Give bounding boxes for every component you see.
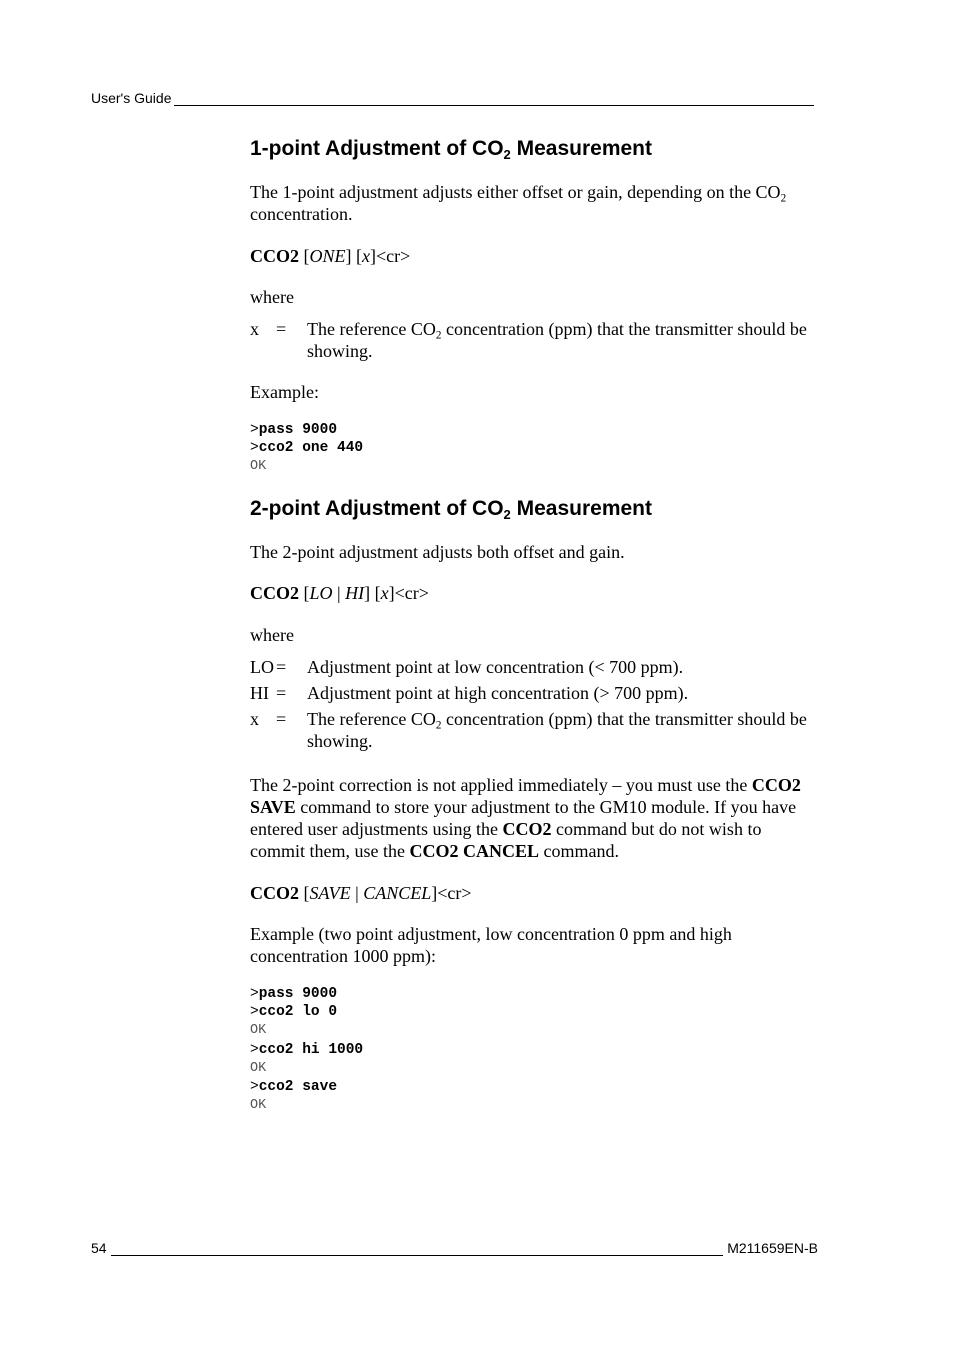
code-line: >cco2 hi 1000 bbox=[250, 1041, 364, 1058]
document-id: M211659EN-B bbox=[727, 1240, 818, 1256]
section2-syntax-save: CCO2 [SAVE | CANCEL]<cr> bbox=[250, 883, 472, 903]
code-line: >pass 9000 bbox=[250, 986, 338, 1002]
page-header bbox=[91, 90, 814, 106]
section1-title: 1-point Adjustment of $CO_2$ Measurement bbox=[250, 137, 652, 162]
code-line: >cco2 lo 0 bbox=[250, 1004, 338, 1021]
section2-code-block bbox=[250, 985, 363, 1115]
section1-def-x: x = The reference $CO_2$ concentration (ppm) that the transmitter should be showing. bbox=[250, 319, 807, 361]
section1-example-label: Example: bbox=[250, 382, 319, 402]
section2-def-hi: HI = Adjustment point at high concentration (> 700 ppm). bbox=[250, 683, 689, 703]
header-rule bbox=[174, 90, 814, 106]
page-number: 54 bbox=[91, 1240, 107, 1256]
section1-syntax: CCO2 [ONE] [x]<cr> bbox=[250, 246, 411, 266]
section2-title: 2-point Adjustment of $CO_2$ Measurement bbox=[250, 497, 652, 522]
section2-where: where bbox=[250, 625, 294, 645]
page-footer bbox=[91, 1240, 818, 1256]
section1-intro: The 1-point adjustment adjusts either offset or gain, depending on the $CO_2$ concentration. bbox=[250, 182, 787, 224]
code-line: >pass 9000 bbox=[250, 422, 338, 438]
header-text: User's Guide bbox=[91, 90, 172, 106]
code-line: >cco2 save bbox=[250, 1079, 338, 1096]
section2-intro: The 2-point adjustment adjusts both offset and gain. bbox=[250, 542, 625, 562]
section1-where: where bbox=[250, 287, 294, 307]
section2-example-label: Example (two point adjustment, low concentration 0 ppm and high concentration 1000 ppm): bbox=[250, 924, 732, 966]
section1-code-block bbox=[250, 421, 363, 477]
code-line: OK bbox=[250, 1098, 267, 1114]
section2-note: The 2-point correction is not applied immediately – you must use the CCO2 SAVE command to store your adjustment to the GM10 module. If you have entered user adjustments using the CCO2 command but do not wish to commit them, use the CCO2 CANCEL command. bbox=[250, 775, 801, 861]
section2-syntax: CCO2 [LO | HI] [x]<cr> bbox=[250, 583, 429, 603]
code-line: OK bbox=[250, 459, 267, 475]
code-line: >cco2 one 440 bbox=[250, 440, 364, 457]
footer-rule bbox=[111, 1240, 724, 1256]
code-line: OK bbox=[250, 1060, 267, 1076]
section2-def-x: x = The reference $CO_2$ concentration (ppm) that the transmitter should be showing. bbox=[250, 709, 807, 751]
code-line: OK bbox=[250, 1023, 267, 1039]
section2-def-lo: LO = Adjustment point at low concentration (< 700 ppm). bbox=[250, 657, 684, 677]
